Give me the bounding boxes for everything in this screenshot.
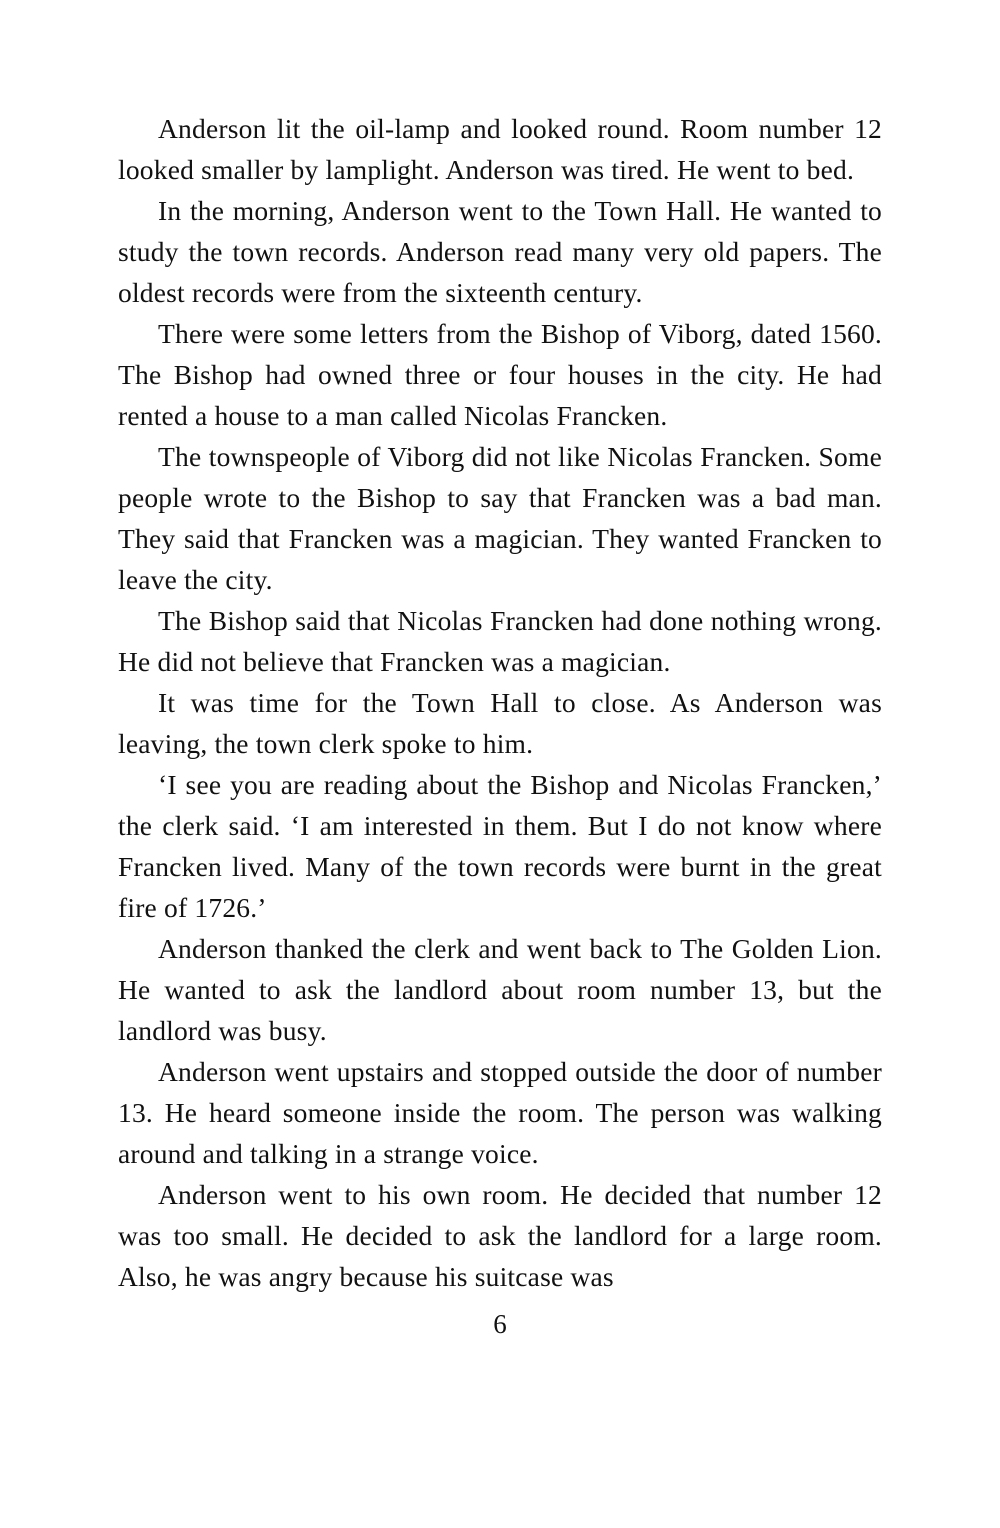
paragraph: Anderson went to his own room. He decided that number 12 was too small. He decided to ask the landlord for a large room. Also, he was angry because his suitcase was [118,1179,882,1292]
paragraph: The Bishop said that Nicolas Francken had done nothing wrong. He did not believe that Francken was a magician. [118,605,882,677]
paragraph: ‘I see you are reading about the Bishop and Nicolas Francken,’ the clerk said. ‘I am interested in them. But I do not know where Francken lived. Many of the town records were burnt in the great fire of 1726.’ [118,769,882,923]
paragraph: Anderson went upstairs and stopped outside the door of number 13. He heard someone inside the room. The person was walking around and talking in a strange voice. [118,1056,882,1169]
paragraph: There were some letters from the Bishop of Viborg, dated 1560. The Bishop had owned three or four houses in the city. He had rented a house to a man called Nicolas Francken. [118,318,882,431]
paragraph: The townspeople of Viborg did not like Nicolas Francken. Some people wrote to the Bishop to say that Francken was a bad man. They said that Francken was a magician. They wanted Francken to leave the city. [118,441,882,595]
paragraph: It was time for the Town Hall to close. As Anderson was leaving, the town clerk spoke to him. [118,687,882,759]
page-number: 6 [493,1309,507,1339]
paragraph: Anderson thanked the clerk and went back to The Golden Lion. He wanted to ask the landlord about room number 13, but the landlord was busy. [118,933,882,1046]
paragraph: In the morning, Anderson went to the Town Hall. He wanted to study the town records. Anderson read many very old papers. The oldest records were from the sixteenth century. [118,195,882,308]
paragraph: Anderson lit the oil-lamp and looked round. Room number 12 looked smaller by lamplight. Anderson was tired. He went to bed. [118,113,882,185]
